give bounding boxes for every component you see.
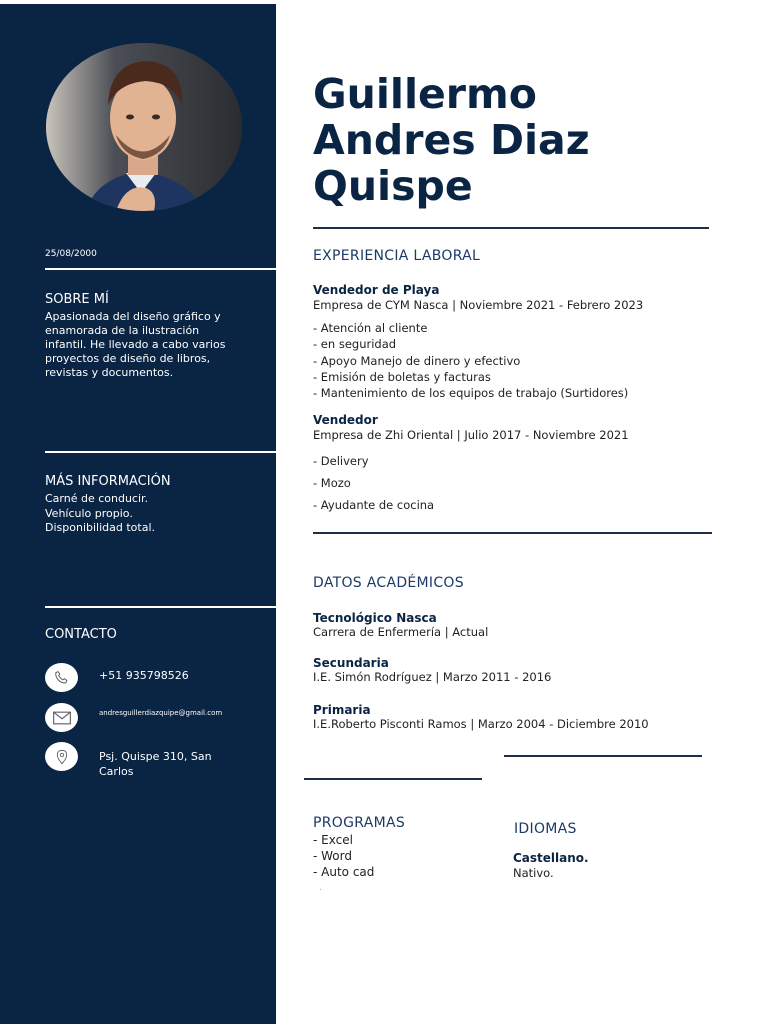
divider [504,755,702,757]
job-role: Vendedor [313,413,378,427]
experience-title: EXPERIENCIA LABORAL [313,248,481,264]
about-line: Apasionada del diseño gráfico y [45,310,221,323]
languages-title: IDIOMAS [514,821,577,837]
about-line: infantil. He llevado a cabo varios [45,338,226,351]
divider [45,606,276,608]
programs-title: PROGRAMAS [313,815,406,831]
list-item: - Mantenimiento de los equipos de trabajo (Surtidores) [313,386,629,401]
more-info-line: Vehículo propio. [45,506,133,520]
about-line: proyectos de diseño de libros, [45,352,211,365]
about-line: revistas y documentos. [45,366,174,379]
list-item: . [319,883,322,893]
more-info-line: Disponibilidad total. [45,521,155,534]
divider [304,778,482,780]
profile-photo [46,43,242,211]
job-role: Vendedor de Playa [313,283,440,297]
about-title: SOBRE MÍ [45,292,109,307]
language-name: Castellano. [513,851,589,865]
academic-entry [313,611,488,639]
language-level: Nativo. [513,866,554,880]
divider [313,532,712,534]
more-info-line: Carné de conducir. [45,492,149,505]
academic-title: DATOS ACADÉMICOS [313,575,464,591]
divider [313,227,709,229]
birthdate: 25/08/2000 [45,249,97,259]
list-item: - Mozo [313,476,351,490]
academic-entry [313,656,551,684]
list-item: - Emisión de boletas y facturas [313,369,491,384]
job-entry [313,413,629,516]
mail-icon [45,703,78,732]
job-duties [313,450,629,516]
school-detail: Carrera de Enfermería | Actual [313,625,489,639]
more-info-title: MÁS INFORMACIÓN [45,474,171,489]
divider [45,451,276,453]
school-name: Secundaria [313,656,389,670]
list-item: - Atención al cliente [313,321,428,335]
name-line: Quispe [313,162,473,210]
school-name: Tecnológico Nasca [313,611,437,625]
name-line: Andres Diaz [313,116,590,164]
list-item: - en seguridad [313,337,397,352]
school-detail: I.E.Roberto Pisconti Ramos | Marzo 2004 - Diciembre 2010 [313,717,649,731]
job-company: Empresa de Zhi Oriental | Julio 2017 - Noviembre 2021 [313,428,629,442]
full-name [313,71,590,209]
about-line: enamorada de la ilustración [45,324,200,337]
list-item: - Auto cad [313,865,375,879]
email-address[interactable]: andresguillerdiazquipe@gmail.com [99,709,223,717]
job-duties [313,320,643,401]
address [99,749,212,779]
phone-icon [45,663,78,692]
about-text [45,310,225,380]
list-item: - Apoyo Manejo de dinero y efectivo [313,353,521,368]
divider [45,268,276,270]
academic-entry [313,703,649,731]
school-name: Primaria [313,703,371,717]
job-company: Empresa de CYM Nasca | Noviembre 2021 - Febrero 2023 [313,298,644,312]
programs-list [313,832,374,896]
location-pin-icon [45,742,78,771]
name-line: Guillermo [313,70,537,118]
list-item: - Ayudante de cocina [313,498,435,512]
profile-photo-image [46,43,242,211]
list-item: - Word [313,849,352,863]
list-item: - Excel [313,833,353,847]
contact-title: CONTACTO [45,627,117,642]
address-line: Psj. Quispe 310, San [99,750,212,763]
more-info-text [45,492,155,536]
address-line: Carlos [99,765,134,778]
school-detail: I.E. Simón Rodríguez | Marzo 2011 - 2016 [313,670,552,684]
list-item: - Delivery [313,454,369,468]
job-entry [313,283,643,401]
phone-number[interactable]: +51 935798526 [99,669,189,682]
